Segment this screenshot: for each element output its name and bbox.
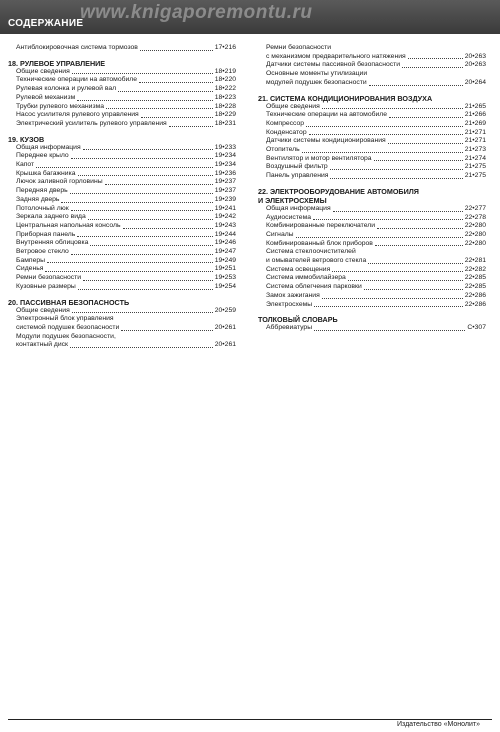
toc-entry-label: Компрессор	[266, 119, 305, 127]
dot-leader	[90, 245, 212, 246]
toc-entry-label: Трубки рулевого механизма	[16, 102, 105, 110]
left-column	[8, 44, 236, 356]
toc-section	[258, 315, 486, 333]
dot-leader	[388, 143, 463, 144]
dot-leader	[83, 280, 213, 281]
toc-entry[interactable]	[258, 231, 486, 240]
toc-entry-label: Лючок заливной горловины	[16, 178, 103, 186]
toc-entry[interactable]	[258, 257, 486, 266]
toc-entry-page: 22•278	[464, 213, 486, 221]
dot-leader	[88, 219, 213, 220]
dot-leader	[302, 152, 463, 153]
toc-entry-label: Бамперы	[16, 256, 46, 264]
toc-entry[interactable]	[8, 341, 236, 350]
toc-entry-page: 18•229	[214, 111, 236, 119]
toc-entry-label: Потолочный люк	[16, 204, 69, 212]
publisher-name: Издательство «Монолит»	[396, 721, 480, 728]
toc-entry[interactable]	[8, 248, 236, 257]
toc-entry-label: Технические операции на автомобиле	[16, 76, 138, 84]
dot-leader	[72, 73, 213, 74]
toc-entry-label: Внутренняя облицовка	[16, 239, 89, 247]
toc-entry[interactable]	[8, 265, 236, 274]
toc-entry-page: 21•271	[464, 137, 486, 145]
toc-entry[interactable]	[258, 79, 486, 88]
toc-entry-page: 19•236	[214, 169, 236, 177]
toc-entry-label: Система стеклоочистителей	[266, 248, 356, 256]
dot-leader	[309, 134, 463, 135]
toc-entry-page: 22•277	[464, 204, 486, 212]
toc-entry-page: С•307	[467, 324, 486, 332]
toc-entry[interactable]	[8, 94, 236, 103]
dot-leader	[71, 210, 213, 211]
toc-entry[interactable]	[8, 283, 236, 292]
toc-entry-label: Сиденья	[16, 265, 44, 273]
toc-entry-page: 22•285	[464, 274, 486, 282]
toc-entry-page: 19•241	[214, 204, 236, 212]
toc-section	[8, 59, 236, 129]
toc-entry[interactable]	[8, 205, 236, 214]
toc-entry[interactable]	[8, 196, 236, 205]
section-title[interactable]: 18. РУЛЕВОЕ УПРАВЛЕНИЕ	[8, 58, 106, 68]
toc-entry[interactable]	[8, 103, 236, 112]
toc-entry-label: Система иммобилайзера	[266, 274, 346, 282]
toc-entry-page: 18•220	[214, 76, 236, 84]
toc-entry-label: Модули подушек безопасности,	[16, 332, 116, 340]
toc-entry[interactable]	[8, 152, 236, 161]
toc-entry[interactable]	[8, 324, 236, 333]
toc-entry-label: Сигналы	[266, 230, 294, 238]
dot-leader	[36, 167, 213, 168]
toc-entry[interactable]	[258, 222, 486, 231]
dot-leader	[45, 271, 212, 272]
toc-entry-label: Датчики системы кондиционирования	[266, 137, 386, 145]
dot-leader	[78, 289, 213, 290]
toc-entry-label: Переднее крыло	[16, 152, 69, 160]
toc-entry-label: Датчики системы пассивной безопасности	[266, 61, 401, 69]
dot-leader	[322, 108, 463, 109]
toc-entry[interactable]	[258, 120, 486, 129]
toc-entry-page: 19•234	[214, 161, 236, 169]
dot-leader	[348, 280, 463, 281]
toc-entry-page: 19•237	[214, 178, 236, 186]
toc-entry-label: Основные моменты утилизации	[266, 70, 368, 78]
toc-entry-label: Система облегчения парковки	[266, 283, 362, 291]
toc-entry-label: Центральная напольная консоль	[16, 221, 121, 229]
toc-entry[interactable]	[258, 172, 486, 181]
toc-entry-label: модулей подушек безопасности	[266, 78, 367, 86]
toc-entry-page: 19•237	[214, 187, 236, 195]
toc-entry-page: 22•286	[464, 300, 486, 308]
dot-leader	[389, 117, 463, 118]
toc-entry[interactable]	[8, 85, 236, 94]
toc-entry-page: 21•275	[464, 172, 486, 180]
toc-entry-label: Ветровое стекло	[16, 248, 69, 256]
dot-leader	[169, 126, 213, 127]
dot-leader	[330, 178, 462, 179]
toc-entry-label: Электросхемы	[266, 300, 313, 308]
toc-entry-page: 19•254	[214, 282, 236, 290]
dot-leader	[296, 237, 463, 238]
toc-entry-label: Аббревиатуры	[266, 324, 313, 332]
toc-entry-page: 21•274	[464, 154, 486, 162]
toc-entry[interactable]	[8, 257, 236, 266]
toc-entry[interactable]	[258, 205, 486, 214]
toc-entry-page: 21•275	[464, 163, 486, 171]
toc-entry-page: 18•219	[214, 67, 236, 75]
toc-entry-label: Ремни безопасности	[266, 44, 332, 51]
toc-entry-label: Капот	[16, 161, 35, 169]
toc-entry-label: Конденсатор	[266, 128, 307, 136]
toc-entry-label: Приборная панель	[16, 230, 76, 238]
toc-entry-page: 22•280	[464, 239, 486, 247]
section-title[interactable]: 19. КУЗОВ	[8, 134, 45, 144]
toc-entry[interactable]	[258, 274, 486, 283]
dot-leader	[77, 100, 212, 101]
toc-entry-label: Передняя дверь	[16, 187, 68, 195]
toc-entry[interactable]	[258, 283, 486, 292]
dot-leader	[368, 263, 462, 264]
toc-entry-label: Общая информация	[16, 143, 81, 151]
toc-entry-label: Антиблокировочная система тормозов	[16, 44, 138, 51]
toc-entry[interactable]	[8, 111, 236, 120]
toc-entry-page: 19•251	[214, 265, 236, 273]
toc-entry-label: Система освещения	[266, 265, 331, 273]
toc-entry-label: Комбинированные переключатели	[266, 222, 376, 230]
toc-entry-label: Комбинированный блок приборов	[266, 239, 373, 247]
toc-entry[interactable]	[8, 222, 236, 231]
toc-entry-label: с механизмом предварительного натяжения	[266, 52, 406, 60]
toc-entry[interactable]	[258, 44, 486, 53]
toc-entry-page: 18•223	[214, 93, 236, 101]
dot-leader	[375, 245, 463, 246]
dot-leader	[333, 211, 463, 212]
watermark: www.knigaporemontu.ru	[80, 2, 313, 23]
toc-entry-page: 22•280	[464, 230, 486, 238]
section-title[interactable]: 21. СИСТЕМА КОНДИЦИОНИРОВАНИЯ ВОЗДУХА	[258, 93, 433, 103]
toc-entry[interactable]	[8, 120, 236, 129]
toc-entry-label: Электрический усилитель рулевого управления	[16, 119, 167, 127]
toc-entry[interactable]	[8, 239, 236, 248]
toc-entry-page: 22•285	[464, 283, 486, 291]
toc-entry-page: 18•228	[214, 102, 236, 110]
toc-entry[interactable]	[8, 307, 236, 316]
toc-entry[interactable]	[8, 161, 236, 170]
dot-leader	[106, 108, 213, 109]
toc-entry-label: Ремни безопасности	[16, 274, 82, 282]
toc-entry-label: Электронный блок управления	[16, 315, 114, 323]
toc-entry-page: 21•266	[464, 111, 486, 119]
toc-entry[interactable]	[258, 70, 486, 79]
footer-divider	[8, 719, 492, 720]
toc-entry-label: Зеркала заднего вида	[16, 213, 86, 221]
toc-entry-label: Насос усилителя рулевого управления	[16, 111, 139, 119]
dot-leader	[306, 126, 463, 127]
toc-entry-page: 20•261	[214, 341, 236, 349]
dot-leader	[314, 306, 463, 307]
dot-leader	[364, 289, 463, 290]
page-title: СОДЕРЖАНИЕ	[8, 18, 84, 29]
toc-entry-page: 17•216	[214, 44, 236, 51]
dot-leader	[330, 169, 463, 170]
dot-leader	[141, 117, 213, 118]
toc-section	[8, 298, 236, 351]
dot-leader	[71, 254, 213, 255]
toc-entry-page: 19•249	[214, 256, 236, 264]
toc-entry[interactable]	[258, 248, 486, 257]
toc-entry-page: 22•280	[464, 222, 486, 230]
toc-entry-page: 18•231	[214, 119, 236, 127]
toc-entry-label: Технические операции на автомобиле	[266, 111, 388, 119]
header-bar	[0, 0, 500, 34]
toc-entry-label: Общие сведения	[16, 306, 70, 314]
toc-entry-page: 19•234	[214, 152, 236, 160]
toc-entry[interactable]	[258, 137, 486, 146]
toc-entry[interactable]	[8, 315, 236, 324]
dot-leader	[70, 193, 213, 194]
section-title[interactable]: 22. ЭЛЕКТРООБОРУДОВАНИЕ АВТОМОБИЛЯ	[258, 186, 419, 196]
dot-leader	[377, 228, 463, 229]
toc-entry-label: Воздушный фильтр	[266, 163, 328, 171]
dot-leader	[139, 82, 213, 83]
toc-entry-page: 19•246	[214, 239, 236, 247]
dot-leader	[78, 175, 213, 176]
toc-entry-label: Общая информация	[266, 204, 331, 212]
dot-leader	[121, 330, 212, 331]
dot-leader	[402, 67, 463, 68]
toc-entry[interactable]	[8, 178, 236, 187]
toc-entry[interactable]	[258, 163, 486, 172]
dot-leader	[322, 298, 463, 299]
toc-entry-label: Кузовные размеры	[16, 282, 76, 290]
dot-leader	[72, 312, 213, 313]
toc-entry[interactable]	[8, 187, 236, 196]
toc-entry-page: 22•281	[464, 257, 486, 265]
toc-entry-page: 21•273	[464, 146, 486, 154]
toc-entry-page: 19•253	[214, 274, 236, 282]
toc-entry-label: Задняя дверь	[16, 195, 60, 203]
dot-leader	[71, 158, 213, 159]
toc-entry-page: 20•259	[214, 306, 236, 314]
toc-entry-label: Аудиосистема	[266, 213, 312, 221]
toc-entry-page: 19•247	[214, 248, 236, 256]
toc-entry-page: 20•264	[464, 78, 486, 86]
dot-leader	[118, 91, 213, 92]
toc-entry[interactable]	[8, 76, 236, 85]
toc-entry-label: Отопитель	[266, 146, 300, 154]
toc-entry[interactable]	[8, 44, 236, 53]
toc-section	[8, 135, 236, 292]
dot-leader	[374, 160, 463, 161]
toc-entry-page: 19•239	[214, 195, 236, 203]
dot-leader	[369, 85, 463, 86]
toc-entry-page: 19•243	[214, 221, 236, 229]
toc-entry-label: Рулевой механизм	[16, 93, 76, 101]
dot-leader	[70, 347, 213, 348]
toc-entry[interactable]	[258, 324, 486, 333]
toc-entry-label: Общие сведения	[16, 67, 70, 75]
toc-entry-page: 22•286	[464, 291, 486, 299]
toc-entry[interactable]	[8, 274, 236, 283]
toc-entry[interactable]	[258, 103, 486, 112]
dot-leader	[332, 271, 462, 272]
toc-entry[interactable]	[8, 213, 236, 222]
toc-entry[interactable]	[258, 301, 486, 310]
toc-entry-page: 20•263	[464, 52, 486, 60]
toc-entry-label: системой подушек безопасности	[16, 323, 120, 331]
section-title[interactable]: ТОЛКОВЫЙ СЛОВАРЬ	[258, 315, 338, 325]
toc-entry-label: Крышка багажника	[16, 169, 76, 177]
dot-leader	[105, 184, 213, 185]
dot-leader	[408, 58, 463, 59]
toc-section	[258, 187, 486, 309]
toc-entry-label: и омывателей ветрового стекла	[266, 257, 367, 265]
toc-entry-page: 18•222	[214, 85, 236, 93]
toc-entry-page: 22•282	[464, 265, 486, 273]
toc-entry-page: 21•265	[464, 102, 486, 110]
section-title-continued[interactable]: И ЭЛЕКТРОСХЕМЫ	[258, 195, 327, 205]
dot-leader	[313, 219, 463, 220]
toc-entry-page: 20•261	[214, 323, 236, 331]
toc-entry-page: 21•271	[464, 128, 486, 136]
toc-entry-label: Панель управления	[266, 172, 329, 180]
dot-leader	[77, 236, 212, 237]
toc-entry[interactable]	[8, 144, 236, 153]
section-title[interactable]: 20. ПАССИВНАЯ БЕЗОПАСНОСТЬ	[8, 297, 130, 307]
dot-leader	[83, 149, 213, 150]
toc-entry-page: 20•263	[464, 61, 486, 69]
toc-entry-label: Вентилятор и мотор вентилятора	[266, 154, 372, 162]
dot-leader	[314, 330, 465, 331]
toc-entry[interactable]	[258, 129, 486, 138]
dot-leader	[123, 228, 213, 229]
toc-entry[interactable]	[258, 292, 486, 301]
toc-section	[258, 94, 486, 181]
toc-entry-label: контактный диск	[16, 341, 69, 349]
toc-entry-page: 19•242	[214, 213, 236, 221]
right-column	[258, 44, 486, 339]
toc-entry-label: Замок зажигания	[266, 291, 320, 299]
toc-entry-label: Рулевая колонка и рулевой вал	[16, 85, 117, 93]
dot-leader	[47, 262, 213, 263]
toc-entry[interactable]	[258, 146, 486, 155]
toc-entry[interactable]	[258, 111, 486, 120]
dot-leader	[61, 202, 212, 203]
toc-entry-page: 19•244	[214, 230, 236, 238]
toc-entry-page: 19•233	[214, 143, 236, 151]
dot-leader	[140, 50, 213, 51]
toc-entry[interactable]	[258, 214, 486, 223]
toc-entry[interactable]	[258, 61, 486, 70]
toc-entry-label: Общие сведения	[266, 102, 320, 110]
toc-entry-page: 21•269	[464, 119, 486, 127]
